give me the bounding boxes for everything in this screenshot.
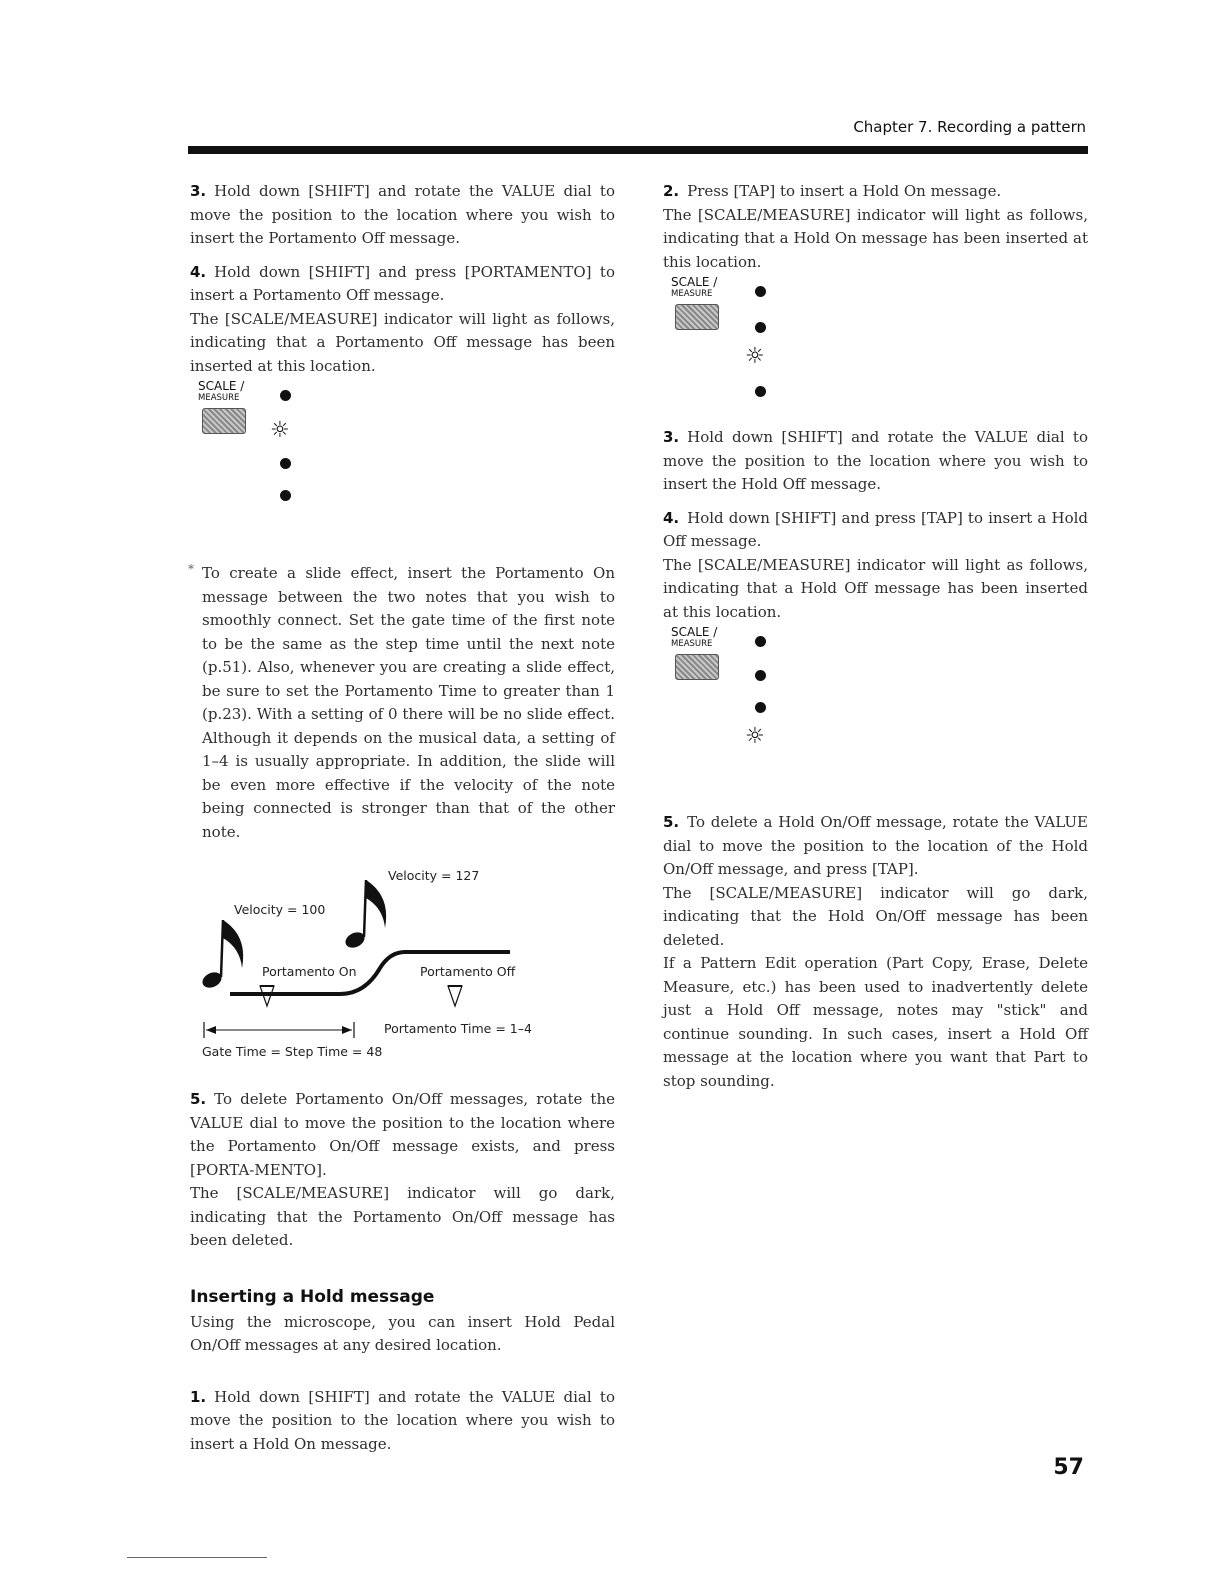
lit-led-icon: ☼ [745,344,765,369]
right-step-3 [663,426,1088,497]
step-text: Hold down [SHIFT] and rotate the VALUE dial to move the position to the location where you wish to insert a Hold On message. [190,1387,615,1453]
led-dot [755,702,766,713]
footer-link-rule [127,1557,267,1558]
right-step-4-result: The [SCALE/MEASURE] indicator will light as follows, indicating that a Hold Off message has been inserted at this location. [663,555,1088,621]
portamento-diagram [190,868,615,1068]
scale-measure-indicator-1 [198,380,328,512]
step-text: To delete Portamento On/Off messages, rotate the VALUE dial to move the position to the location where the Portamento On/Off message exists, and press [PORTA-MENTO]. [190,1090,615,1179]
step-text: Press [TAP] to insert a Hold On message. [687,182,1002,200]
lit-led-icon: ☼ [270,418,290,443]
indicator-label: MEASURE [198,393,240,403]
note-stem-2 [364,880,366,937]
note-flag-2 [366,880,386,928]
section-heading: Inserting a Hold message [190,1286,435,1307]
scale-measure-button [675,304,719,330]
step-number: 4. [663,508,680,527]
step-text: Hold down [SHIFT] and rotate the VALUE dial to move the position to the location where you wish to insert the Hold Off message. [663,428,1088,493]
note-marker: * [188,562,194,576]
note-text: To create a slide effect, insert the Portamento On message between the two notes that you wish to smoothly connect. Set the gate time of the first note to be the same as the step time until the next note (p.51). Also, whenever you are creating a slide effect, be sure to set the Portamento Time to greater than 1 (p.23). With a setting of 0 there will be no slide effect. Although it depends on the musical data, a setting of 1–4 is usually appropriate. In addition, the slide will be even more effective if the velocity of the note being connected is stronger than that of the other note. [202,564,615,841]
indicator-label: SCALE / [198,379,245,393]
gate-time-arrowhead-left [206,1026,216,1034]
led-dot [755,636,766,647]
velocity-127-label: Velocity = 127 [388,868,480,883]
step-number: 1. [190,1387,207,1406]
step-number: 3. [663,428,680,446]
step-text: Hold down [SHIFT] and press [TAP] to insert a Hold Off message. [663,508,1088,550]
chapter-title: Chapter 7. Recording a pattern [853,118,1086,136]
right-step-4 [663,507,1088,554]
scale-measure-button [675,654,719,680]
left-step-4 [190,261,615,308]
header-rule [188,146,1088,154]
right-step-2 [663,180,1088,204]
left-column [190,180,615,1456]
portamento-diagram-svg [190,868,615,1068]
gate-time-arrowhead-right [342,1026,352,1034]
portamento-on-label: Portamento On [262,964,357,979]
velocity-100-label: Velocity = 100 [234,902,326,917]
step-number: 3. [190,182,207,200]
right-step-5 [663,811,1088,882]
led-dot [755,286,766,297]
slide-effect-note [190,562,615,844]
led-dot [755,386,766,397]
step-number: 2. [663,182,680,200]
right-column [663,180,1088,1093]
note-flag-1 [223,920,243,968]
note-stem-1 [221,920,223,977]
led-dot [755,670,766,681]
right-step-5-warning: If a Pattern Edit operation (Part Copy, Erase, Delete Measure, etc.) has been used to inadvertently delete just a Hold Off message, notes may "stick" and continue sounding. In such cases, insert a Hold Off message at the location where you want that Part to stop sounding. [663,954,1088,1090]
scale-measure-indicator-2 [671,276,801,426]
step-number: 5. [663,813,680,831]
left-step-3 [190,180,615,251]
step-text: Hold down [SHIFT] and rotate the VALUE dial to move the position to the location where you wish to insert the Portamento Off message. [190,182,615,247]
led-dot [280,490,291,501]
led-dot [755,322,766,333]
led-dot [280,458,291,469]
indicator-label: MEASURE [671,639,713,649]
portamento-time-label: Portamento Time = 1–4 [384,1021,532,1036]
gate-time-label: Gate Time = Step Time = 48 [202,1044,383,1059]
right-step-2-result: The [SCALE/MEASURE] indicator will light as follows, indicating that a Hold On message has been inserted at this location. [663,205,1088,271]
left-step-5 [190,1088,615,1182]
indicator-label: SCALE / [671,625,718,639]
step-number: 4. [190,262,207,281]
left-step-4-result: The [SCALE/MEASURE] indicator will light as follows, indicating that a Portamento Off message has been inserted at this location. [190,309,615,375]
right-step-5-result: The [SCALE/MEASURE] indicator will go dark, indicating that the Hold On/Off message has been deleted. [663,883,1088,949]
step-text: To delete a Hold On/Off message, rotate the VALUE dial to move the position to the location of the Hold On/Off message, and press [TAP]. [663,813,1088,878]
led-dot [280,390,291,401]
indicator-label: SCALE / [671,275,718,289]
scale-measure-button [202,408,246,434]
left-step-1 [190,1386,615,1457]
lit-led-icon: ☼ [745,724,765,749]
indicator-label: MEASURE [671,289,713,299]
portamento-off-label: Portamento Off [420,964,516,979]
left-step-5-result: The [SCALE/MEASURE] indicator will go dark, indicating that the Portamento On/Off message has been deleted. [190,1184,615,1249]
porta-off-marker [448,986,462,1006]
section-intro: Using the microscope, you can insert Hold Pedal On/Off messages at any desired location. [190,1312,615,1354]
step-number: 5. [190,1090,207,1108]
scale-measure-indicator-3 [671,626,801,811]
step-text: Hold down [SHIFT] and press [PORTAMENTO] to insert a Portamento Off message. [190,262,615,304]
page-number: 57 [1053,1455,1084,1480]
